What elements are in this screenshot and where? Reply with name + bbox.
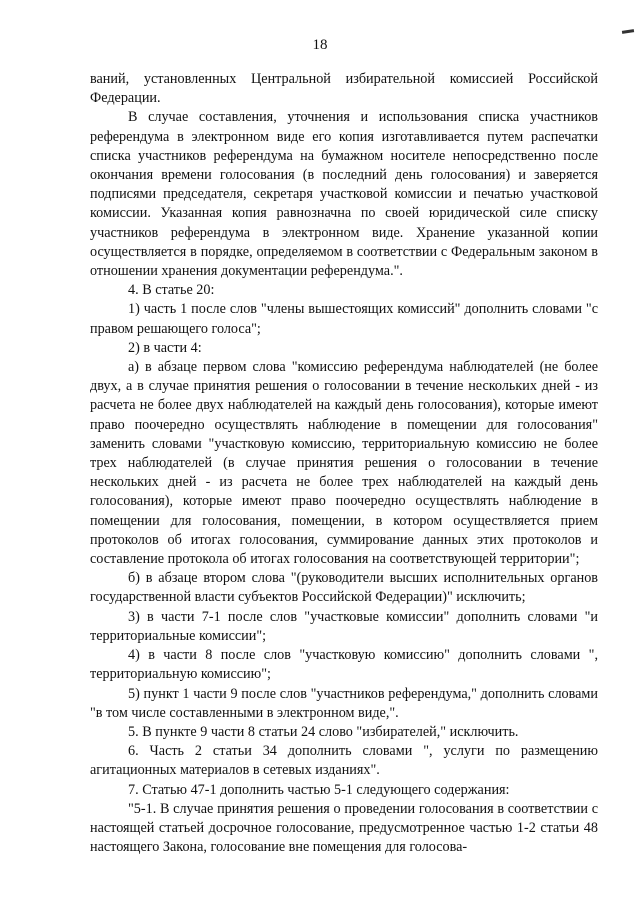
page-number: 18 [312,37,328,53]
paragraph-item-6: 6. Часть 2 статьи 34 дополнить словами ", услуги по размещению агитационных материалов в сетевых изданиях". [90,743,598,779]
paragraph-item-7-quote: "5-1. В случае принятия решения о проведении голосования в соответствии с настоящей статьей досрочное голосование, предусмотренное частью 1-2 статьи 48 настоящего Закона, голосование вне помещения для голосова- [90,800,598,856]
paragraph-electronic-list-copy: В случае составления, уточнения и использования списка участников референдума в электронном виде его копия изготавливается путем распечатки списка участников референдума на бумажном носителе непосредственно после окончания времени голосования (в последний день голосования) и заверяется подписями председателя, секретаря участковой комиссии и печатью участковой комиссии. Указанная копия равнозначна по своей юридической силе списку участников референдума в электронном виде. Хранение указанной копии осуществляется в порядке, определяемом в соответствии с Федеральным законом в отношении хранения документации референдума.". [90,109,598,280]
paragraph-subitem-2-heading: 2) в части 4: [128,339,202,356]
document-body [90,70,598,857]
paragraph-subitem-1: 1) часть 1 после слов "члены вышестоящих комиссий" дополнить словами "с правом решающего голоса"; [90,301,598,337]
paragraph-subitem-4: 4) в части 8 после слов "участковую комиссию" дополнить словами ", территориальную комиссию"; [90,647,598,683]
paragraph-subitem-3: 3) в части 7-1 после слов "участковые комиссии" дополнить словами "и территориальные комиссии"; [90,608,598,644]
paragraph-item-5: 5. В пункте 9 части 8 статьи 24 слово "избирателей," исключить. [128,723,519,740]
paragraph-subitem-2a: а) в абзаце первом слова "комиссию референдума наблюдателей (не более двух, а в случае принятия решения о голосовании в течение нескольких дней - из расчета не более двух наблюдателей на каждый день голосования), которые имеют право поочередно осуществлять наблюдение в помещении для голосования" заменить словами "участковую комиссию, территориальную комиссию не более трех наблюдателей (в случае принятия решения о голосовании в течение нескольких дней - из расчета не более трех наблюдателей на каждый день голосования), которые имеют право поочередно осуществлять наблюдение в помещении для голосования, помещении, в котором осуществляется прием протоколов об итогах голосования, суммирование данных этих протоколов и составление протокола об итогах голосования на соответствующей территории"; [90,359,598,568]
paragraph-item-4-heading: 4. В статье 20: [128,282,215,299]
paragraph-continuation: ваний, установленных Центральной избирательной комиссией Российской Федерации. [90,71,598,107]
paragraph-subitem-2b: б) в абзаце втором слова "(руководители высших исполнительных органов государственной власти субъектов Российской Федерации)" исключить; [90,570,598,606]
scan-mark [622,29,634,34]
paragraph-subitem-5: 5) пункт 1 части 9 после слов "участников референдума," дополнить словами "в том числе составленными в электронном виде,". [90,685,598,721]
paragraph-item-7-heading: 7. Статью 47-1 дополнить частью 5-1 следующего содержания: [128,781,510,798]
